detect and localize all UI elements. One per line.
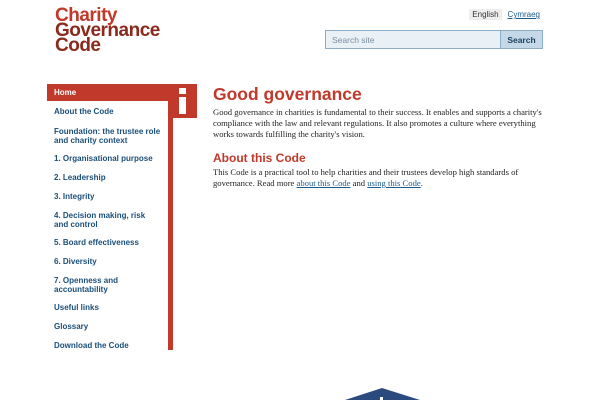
site-search — [325, 30, 543, 49]
language-switcher — [469, 9, 542, 20]
nav-item-board-effectiveness[interactable]: 5. Board effectiveness — [54, 238, 139, 247]
logo-line-code: Code — [55, 35, 101, 56]
nav-item-home[interactable]: Home — [47, 84, 168, 101]
search-input[interactable] — [326, 31, 500, 48]
sidebar-nav — [47, 84, 173, 350]
using-this-code-link[interactable]: using this Code — [367, 178, 421, 188]
footer-triangle-shape — [345, 388, 420, 400]
site-logo[interactable] — [55, 5, 160, 56]
about-text: This Code is a practical tool to help charities and their trustees develop high standards of governance. Read more — [213, 167, 519, 188]
nav-item-leadership[interactable]: 2. Leadership — [54, 173, 106, 182]
main-content — [213, 83, 543, 189]
language-english[interactable]: English — [469, 9, 501, 20]
section-title: About this Code — [213, 151, 306, 165]
end-punctuation: . — [420, 178, 423, 188]
nav-item-foundation[interactable]: Foundation: the trustee role and charity context — [54, 127, 161, 145]
nav-item-decision-making[interactable]: 4. Decision making, risk and control — [54, 211, 146, 229]
info-tab — [168, 84, 197, 118]
info-icon — [177, 88, 188, 114]
language-cymraeg-link[interactable]: Cymraeg — [507, 10, 540, 19]
nav-item-diversity[interactable]: 6. Diversity — [54, 257, 97, 266]
nav-item-about-the-code[interactable]: About the Code — [54, 107, 114, 116]
nav-item-openness-accountability[interactable]: 7. Openness and accountability — [54, 276, 119, 294]
about-paragraph — [213, 167, 543, 189]
intro-paragraph: Good governance in charities is fundamental to their success. It enables and supports a charity's compliance with the law and relevant regulations. It also promotes a culture where everything works towards fulfilling the charity's vision. — [213, 107, 542, 139]
nav-item-download-the-code[interactable]: Download the Code — [54, 341, 129, 350]
connector-text: and — [352, 178, 366, 188]
nav-item-organisational-purpose[interactable]: 1. Organisational purpose — [54, 154, 153, 163]
nav-item-glossary[interactable]: Glossary — [54, 322, 89, 331]
logo-line-charity: Charity — [55, 5, 117, 26]
page-title: Good governance — [213, 84, 362, 104]
nav-item-integrity[interactable]: 3. Integrity — [54, 192, 95, 201]
search-button[interactable]: Search — [500, 31, 542, 48]
logo-line-governance: Governance — [55, 20, 160, 41]
nav-item-useful-links[interactable]: Useful links — [54, 303, 99, 312]
about-this-code-link[interactable]: about this Code — [296, 178, 351, 188]
